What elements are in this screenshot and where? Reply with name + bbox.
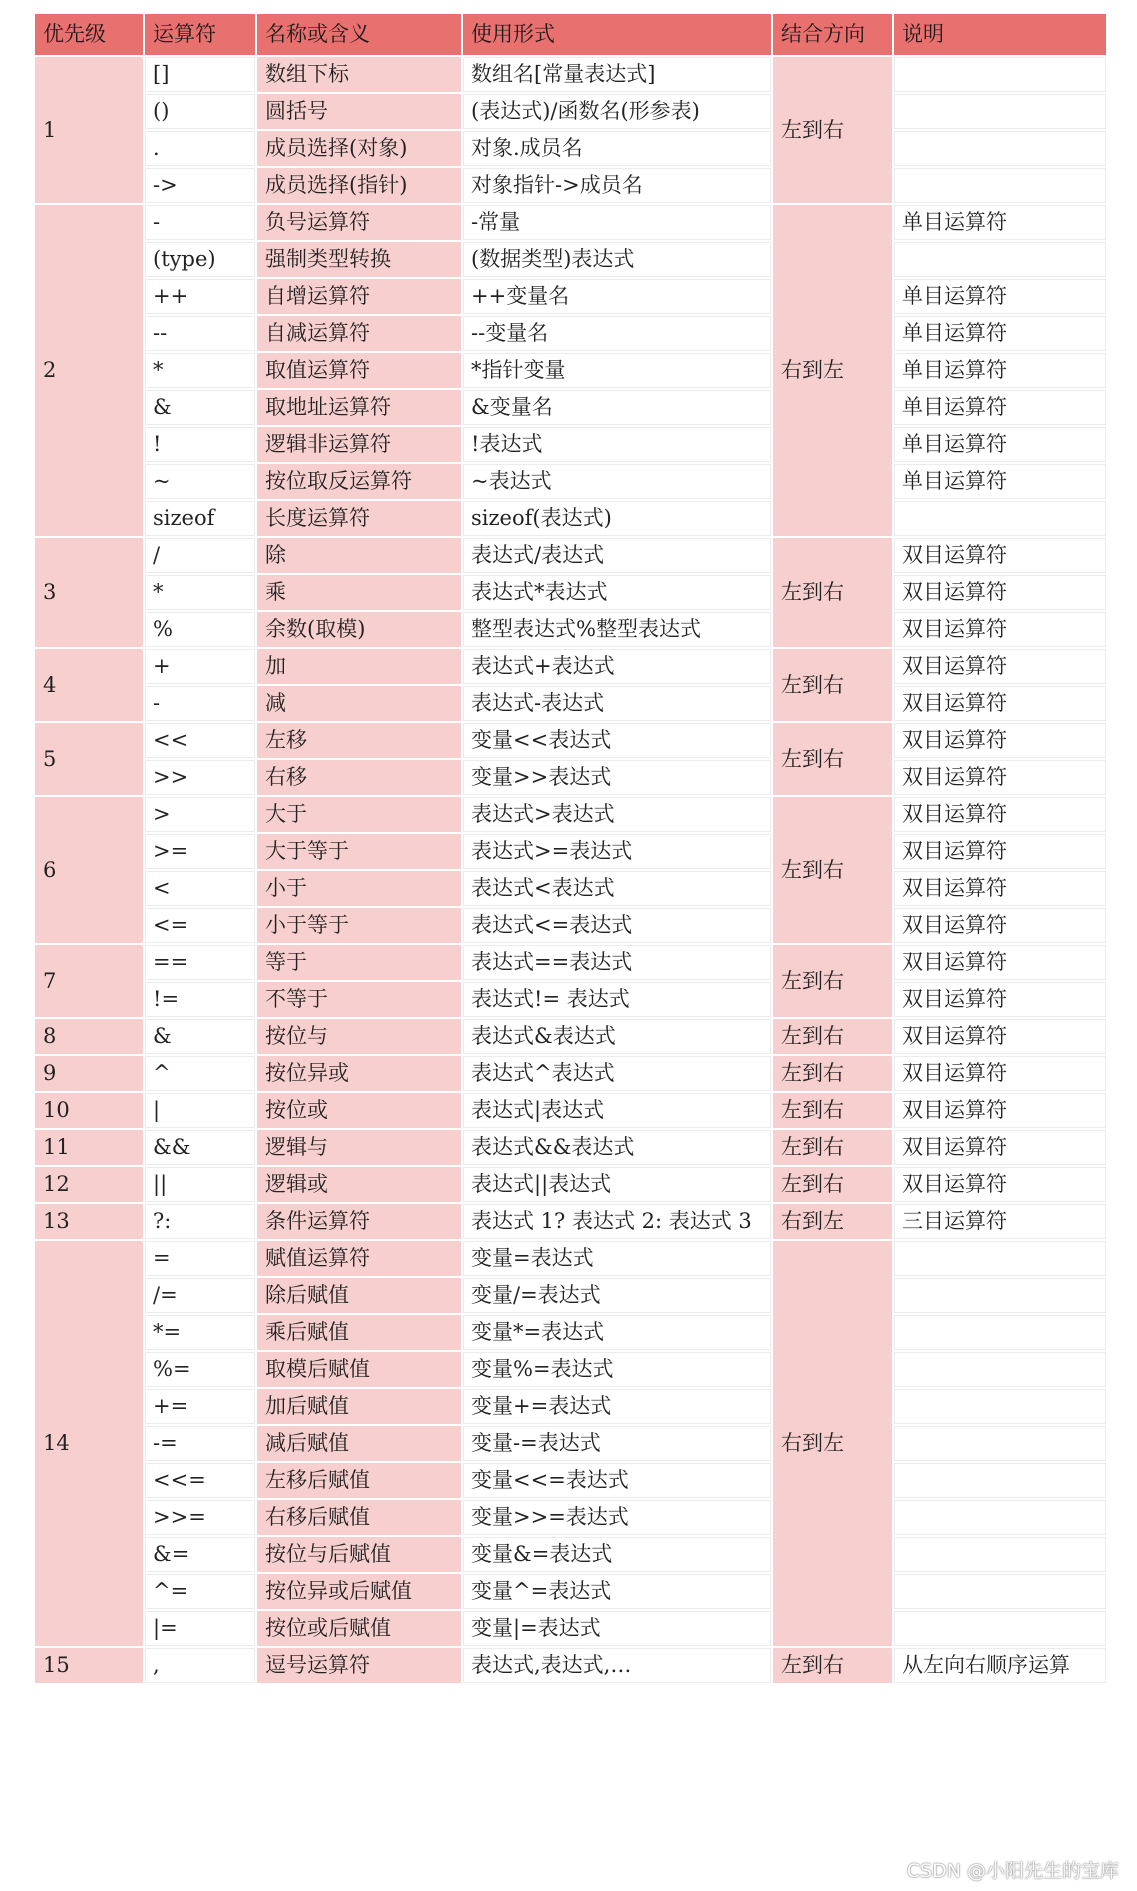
- name-cell: 左移: [256, 722, 462, 759]
- operator-cell: sizeof: [144, 500, 256, 537]
- name-cell: 减: [256, 685, 462, 722]
- name-cell: 逻辑或: [256, 1166, 462, 1203]
- watermark: CSDN @小阳先生的宝库: [906, 1860, 1119, 1882]
- usage-cell: 对象.成员名: [462, 130, 772, 167]
- usage-cell: 表达式||表达式: [462, 1166, 772, 1203]
- usage-cell: 变量&=表达式: [462, 1536, 772, 1573]
- usage-cell: !表达式: [462, 426, 772, 463]
- usage-cell: 表达式!= 表达式: [462, 981, 772, 1018]
- name-cell: 大于: [256, 796, 462, 833]
- note-cell: 单目运算符: [893, 278, 1107, 315]
- name-cell: 右移后赋值: [256, 1499, 462, 1536]
- header-operator: 运算符: [144, 13, 256, 56]
- operator-cell: |: [144, 1092, 256, 1129]
- note-cell: [893, 1240, 1107, 1277]
- table-row: [34, 833, 1107, 870]
- operator-cell: <<: [144, 722, 256, 759]
- usage-cell: 整型表达式%整型表达式: [462, 611, 772, 648]
- usage-cell: 对象指针->成员名: [462, 167, 772, 204]
- note-cell: [893, 1277, 1107, 1314]
- associativity-cell: 左到右: [772, 944, 893, 1018]
- note-cell: [893, 500, 1107, 537]
- precedence-level-cell: 9: [34, 1055, 144, 1092]
- precedence-level-cell: 8: [34, 1018, 144, 1055]
- name-cell: 大于等于: [256, 833, 462, 870]
- name-cell: 数组下标: [256, 56, 462, 93]
- table-row: [34, 93, 1107, 130]
- note-cell: [893, 130, 1107, 167]
- operator-cell: *=: [144, 1314, 256, 1351]
- operator-cell: >>: [144, 759, 256, 796]
- operator-cell: ||: [144, 1166, 256, 1203]
- note-cell: [893, 1536, 1107, 1573]
- note-cell: 从左向右顺序运算: [893, 1647, 1107, 1684]
- table-row: [34, 130, 1107, 167]
- table-row: [34, 1129, 1107, 1166]
- operator-cell: <: [144, 870, 256, 907]
- precedence-level-cell: 15: [34, 1647, 144, 1684]
- operator-cell: ,: [144, 1647, 256, 1684]
- associativity-cell: 左到右: [772, 1129, 893, 1166]
- associativity-cell: 右到左: [772, 204, 893, 537]
- usage-cell: 表达式&表达式: [462, 1018, 772, 1055]
- table-row: [34, 204, 1107, 241]
- operator-cell: ==: [144, 944, 256, 981]
- note-cell: 双目运算符: [893, 1018, 1107, 1055]
- name-cell: 取地址运算符: [256, 389, 462, 426]
- usage-cell: 表达式 1? 表达式 2: 表达式 3: [462, 1203, 772, 1240]
- operator-cell: %=: [144, 1351, 256, 1388]
- operator-cell: >>=: [144, 1499, 256, 1536]
- table-row: [34, 278, 1107, 315]
- usage-cell: 变量<<表达式: [462, 722, 772, 759]
- usage-cell: (数据类型)表达式: [462, 241, 772, 278]
- note-cell: 双目运算符: [893, 1092, 1107, 1129]
- header-level: 优先级: [34, 13, 144, 56]
- table-row: [34, 796, 1107, 833]
- name-cell: 按位取反运算符: [256, 463, 462, 500]
- note-cell: [893, 241, 1107, 278]
- note-cell: 双目运算符: [893, 537, 1107, 574]
- table-row: [34, 1240, 1107, 1277]
- note-cell: [893, 1351, 1107, 1388]
- table-row: [34, 981, 1107, 1018]
- table-row: [34, 1573, 1107, 1610]
- name-cell: 按位与后赋值: [256, 1536, 462, 1573]
- usage-cell: 变量=表达式: [462, 1240, 772, 1277]
- precedence-level-cell: 5: [34, 722, 144, 796]
- note-cell: [893, 1499, 1107, 1536]
- operator-precedence-table: [33, 12, 1108, 1685]
- name-cell: 按位与: [256, 1018, 462, 1055]
- usage-cell: 变量^=表达式: [462, 1573, 772, 1610]
- name-cell: 逗号运算符: [256, 1647, 462, 1684]
- usage-cell: 数组名[常量表达式]: [462, 56, 772, 93]
- name-cell: 条件运算符: [256, 1203, 462, 1240]
- note-cell: 双目运算符: [893, 611, 1107, 648]
- usage-cell: 表达式<=表达式: [462, 907, 772, 944]
- header-direction: 结合方向: [772, 13, 893, 56]
- name-cell: 强制类型转换: [256, 241, 462, 278]
- table-row: [34, 1277, 1107, 1314]
- name-cell: 成员选择(指针): [256, 167, 462, 204]
- table-row: [34, 1462, 1107, 1499]
- name-cell: 除: [256, 537, 462, 574]
- note-cell: 双目运算符: [893, 833, 1107, 870]
- table-row: [34, 463, 1107, 500]
- note-cell: 单目运算符: [893, 463, 1107, 500]
- operator-cell: &: [144, 1018, 256, 1055]
- precedence-level-cell: 6: [34, 796, 144, 944]
- operator-cell: !: [144, 426, 256, 463]
- note-cell: 双目运算符: [893, 685, 1107, 722]
- usage-cell: 表达式/表达式: [462, 537, 772, 574]
- usage-cell: 变量/=表达式: [462, 1277, 772, 1314]
- note-cell: [893, 1388, 1107, 1425]
- usage-cell: 表达式&&表达式: [462, 1129, 772, 1166]
- usage-cell: 变量<<=表达式: [462, 1462, 772, 1499]
- operator-cell: ~: [144, 463, 256, 500]
- table-row: [34, 241, 1107, 278]
- associativity-cell: 右到左: [772, 1203, 893, 1240]
- note-cell: 双目运算符: [893, 722, 1107, 759]
- note-cell: [893, 1610, 1107, 1647]
- table-row: [34, 537, 1107, 574]
- name-cell: 按位或: [256, 1092, 462, 1129]
- operator-cell: ^: [144, 1055, 256, 1092]
- usage-cell: 表达式>=表达式: [462, 833, 772, 870]
- note-cell: 双目运算符: [893, 870, 1107, 907]
- table-row: [34, 1351, 1107, 1388]
- operator-cell: -: [144, 204, 256, 241]
- operator-cell: |=: [144, 1610, 256, 1647]
- precedence-level-cell: 12: [34, 1166, 144, 1203]
- associativity-cell: 左到右: [772, 648, 893, 722]
- note-cell: 单目运算符: [893, 426, 1107, 463]
- usage-cell: sizeof(表达式): [462, 500, 772, 537]
- name-cell: 除后赋值: [256, 1277, 462, 1314]
- table-row: [34, 167, 1107, 204]
- usage-cell: 表达式,表达式,…: [462, 1647, 772, 1684]
- name-cell: 小于: [256, 870, 462, 907]
- note-cell: 双目运算符: [893, 981, 1107, 1018]
- table-row: [34, 759, 1107, 796]
- operator-cell: =: [144, 1240, 256, 1277]
- table-row: [34, 315, 1107, 352]
- table-row: [34, 722, 1107, 759]
- table-row: [34, 870, 1107, 907]
- note-cell: 单目运算符: [893, 204, 1107, 241]
- usage-cell: 变量-=表达式: [462, 1425, 772, 1462]
- precedence-level-cell: 2: [34, 204, 144, 537]
- associativity-cell: 左到右: [772, 1018, 893, 1055]
- name-cell: 自减运算符: [256, 315, 462, 352]
- name-cell: 加: [256, 648, 462, 685]
- precedence-level-cell: 4: [34, 648, 144, 722]
- usage-cell: 变量+=表达式: [462, 1388, 772, 1425]
- usage-cell: ++变量名: [462, 278, 772, 315]
- note-cell: [893, 167, 1107, 204]
- table-row: [34, 944, 1107, 981]
- operator-cell: >: [144, 796, 256, 833]
- usage-cell: 表达式*表达式: [462, 574, 772, 611]
- operator-cell: (): [144, 93, 256, 130]
- header-name: 名称或含义: [256, 13, 462, 56]
- name-cell: 按位异或: [256, 1055, 462, 1092]
- note-cell: 双目运算符: [893, 1055, 1107, 1092]
- table-row: [34, 907, 1107, 944]
- associativity-cell: 左到右: [772, 1055, 893, 1092]
- usage-cell: 变量>>表达式: [462, 759, 772, 796]
- name-cell: 左移后赋值: [256, 1462, 462, 1499]
- note-cell: 双目运算符: [893, 1166, 1107, 1203]
- note-cell: 双目运算符: [893, 574, 1107, 611]
- associativity-cell: 左到右: [772, 722, 893, 796]
- table-row: [34, 1092, 1107, 1129]
- associativity-cell: 左到右: [772, 537, 893, 648]
- usage-cell: 表达式<表达式: [462, 870, 772, 907]
- usage-cell: 变量*=表达式: [462, 1314, 772, 1351]
- usage-cell: 表达式|表达式: [462, 1092, 772, 1129]
- operator-cell: +: [144, 648, 256, 685]
- usage-cell: 表达式+表达式: [462, 648, 772, 685]
- operator-cell: *: [144, 352, 256, 389]
- note-cell: 三目运算符: [893, 1203, 1107, 1240]
- operator-cell: (type): [144, 241, 256, 278]
- operator-cell: .: [144, 130, 256, 167]
- table-row: [34, 1499, 1107, 1536]
- usage-cell: &变量名: [462, 389, 772, 426]
- note-cell: [893, 93, 1107, 130]
- precedence-level-cell: 14: [34, 1240, 144, 1647]
- note-cell: 双目运算符: [893, 648, 1107, 685]
- operator-cell: &: [144, 389, 256, 426]
- table-row: [34, 685, 1107, 722]
- note-cell: [893, 56, 1107, 93]
- table-row: [34, 1610, 1107, 1647]
- note-cell: 双目运算符: [893, 796, 1107, 833]
- note-cell: 双目运算符: [893, 944, 1107, 981]
- name-cell: 逻辑非运算符: [256, 426, 462, 463]
- table-row: [34, 1166, 1107, 1203]
- usage-cell: 变量|=表达式: [462, 1610, 772, 1647]
- operator-cell: -: [144, 685, 256, 722]
- note-cell: 单目运算符: [893, 315, 1107, 352]
- name-cell: 负号运算符: [256, 204, 462, 241]
- table-row: [34, 611, 1107, 648]
- operator-cell: ?:: [144, 1203, 256, 1240]
- precedence-level-cell: 7: [34, 944, 144, 1018]
- table-header-row: [34, 13, 1107, 56]
- associativity-cell: 左到右: [772, 1647, 893, 1684]
- operator-cell: ++: [144, 278, 256, 315]
- precedence-level-cell: 3: [34, 537, 144, 648]
- usage-cell: 表达式-表达式: [462, 685, 772, 722]
- usage-cell: ~表达式: [462, 463, 772, 500]
- usage-cell: -常量: [462, 204, 772, 241]
- associativity-cell: 左到右: [772, 56, 893, 204]
- table-row: [34, 1536, 1107, 1573]
- usage-cell: --变量名: [462, 315, 772, 352]
- name-cell: 赋值运算符: [256, 1240, 462, 1277]
- operator-cell: <<=: [144, 1462, 256, 1499]
- name-cell: 成员选择(对象): [256, 130, 462, 167]
- operator-cell: ->: [144, 167, 256, 204]
- operator-cell: []: [144, 56, 256, 93]
- name-cell: 按位异或后赋值: [256, 1573, 462, 1610]
- name-cell: 加后赋值: [256, 1388, 462, 1425]
- name-cell: 减后赋值: [256, 1425, 462, 1462]
- operator-cell: /=: [144, 1277, 256, 1314]
- operator-cell: +=: [144, 1388, 256, 1425]
- table-row: [34, 1388, 1107, 1425]
- operator-cell: /: [144, 537, 256, 574]
- note-cell: 双目运算符: [893, 1129, 1107, 1166]
- note-cell: 单目运算符: [893, 352, 1107, 389]
- header-usage: 使用形式: [462, 13, 772, 56]
- usage-cell: 表达式>表达式: [462, 796, 772, 833]
- name-cell: 圆括号: [256, 93, 462, 130]
- name-cell: 取模后赋值: [256, 1351, 462, 1388]
- associativity-cell: 左到右: [772, 1092, 893, 1129]
- name-cell: 乘: [256, 574, 462, 611]
- usage-cell: *指针变量: [462, 352, 772, 389]
- table-row: [34, 1018, 1107, 1055]
- note-cell: [893, 1425, 1107, 1462]
- table-row: [34, 1425, 1107, 1462]
- header-note: 说明: [893, 13, 1107, 56]
- precedence-level-cell: 1: [34, 56, 144, 204]
- table-row: [34, 389, 1107, 426]
- associativity-cell: 左到右: [772, 1166, 893, 1203]
- name-cell: 按位或后赋值: [256, 1610, 462, 1647]
- name-cell: 逻辑与: [256, 1129, 462, 1166]
- operator-cell: %: [144, 611, 256, 648]
- operator-cell: *: [144, 574, 256, 611]
- note-cell: [893, 1462, 1107, 1499]
- note-cell: 双目运算符: [893, 759, 1107, 796]
- note-cell: [893, 1573, 1107, 1610]
- name-cell: 乘后赋值: [256, 1314, 462, 1351]
- associativity-cell: 右到左: [772, 1240, 893, 1647]
- operator-cell: &&: [144, 1129, 256, 1166]
- name-cell: 小于等于: [256, 907, 462, 944]
- table-row: [34, 574, 1107, 611]
- operator-cell: !=: [144, 981, 256, 1018]
- precedence-level-cell: 10: [34, 1092, 144, 1129]
- operator-cell: ^=: [144, 1573, 256, 1610]
- precedence-level-cell: 11: [34, 1129, 144, 1166]
- associativity-cell: 左到右: [772, 796, 893, 944]
- table-row: [34, 1647, 1107, 1684]
- name-cell: 不等于: [256, 981, 462, 1018]
- table-row: [34, 426, 1107, 463]
- table-row: [34, 1055, 1107, 1092]
- table-row: [34, 56, 1107, 93]
- usage-cell: 变量%=表达式: [462, 1351, 772, 1388]
- usage-cell: 表达式^表达式: [462, 1055, 772, 1092]
- name-cell: 余数(取模): [256, 611, 462, 648]
- name-cell: 右移: [256, 759, 462, 796]
- table-row: [34, 1314, 1107, 1351]
- name-cell: 等于: [256, 944, 462, 981]
- table-row: [34, 500, 1107, 537]
- table-row: [34, 1203, 1107, 1240]
- operator-cell: <=: [144, 907, 256, 944]
- operator-cell: --: [144, 315, 256, 352]
- table-row: [34, 648, 1107, 685]
- usage-cell: 表达式==表达式: [462, 944, 772, 981]
- precedence-level-cell: 13: [34, 1203, 144, 1240]
- operator-cell: &=: [144, 1536, 256, 1573]
- note-cell: 单目运算符: [893, 389, 1107, 426]
- name-cell: 取值运算符: [256, 352, 462, 389]
- name-cell: 长度运算符: [256, 500, 462, 537]
- operator-cell: -=: [144, 1425, 256, 1462]
- name-cell: 自增运算符: [256, 278, 462, 315]
- operator-cell: >=: [144, 833, 256, 870]
- table-row: [34, 352, 1107, 389]
- usage-cell: 变量>>=表达式: [462, 1499, 772, 1536]
- note-cell: [893, 1314, 1107, 1351]
- usage-cell: (表达式)/函数名(形参表): [462, 93, 772, 130]
- note-cell: 双目运算符: [893, 907, 1107, 944]
